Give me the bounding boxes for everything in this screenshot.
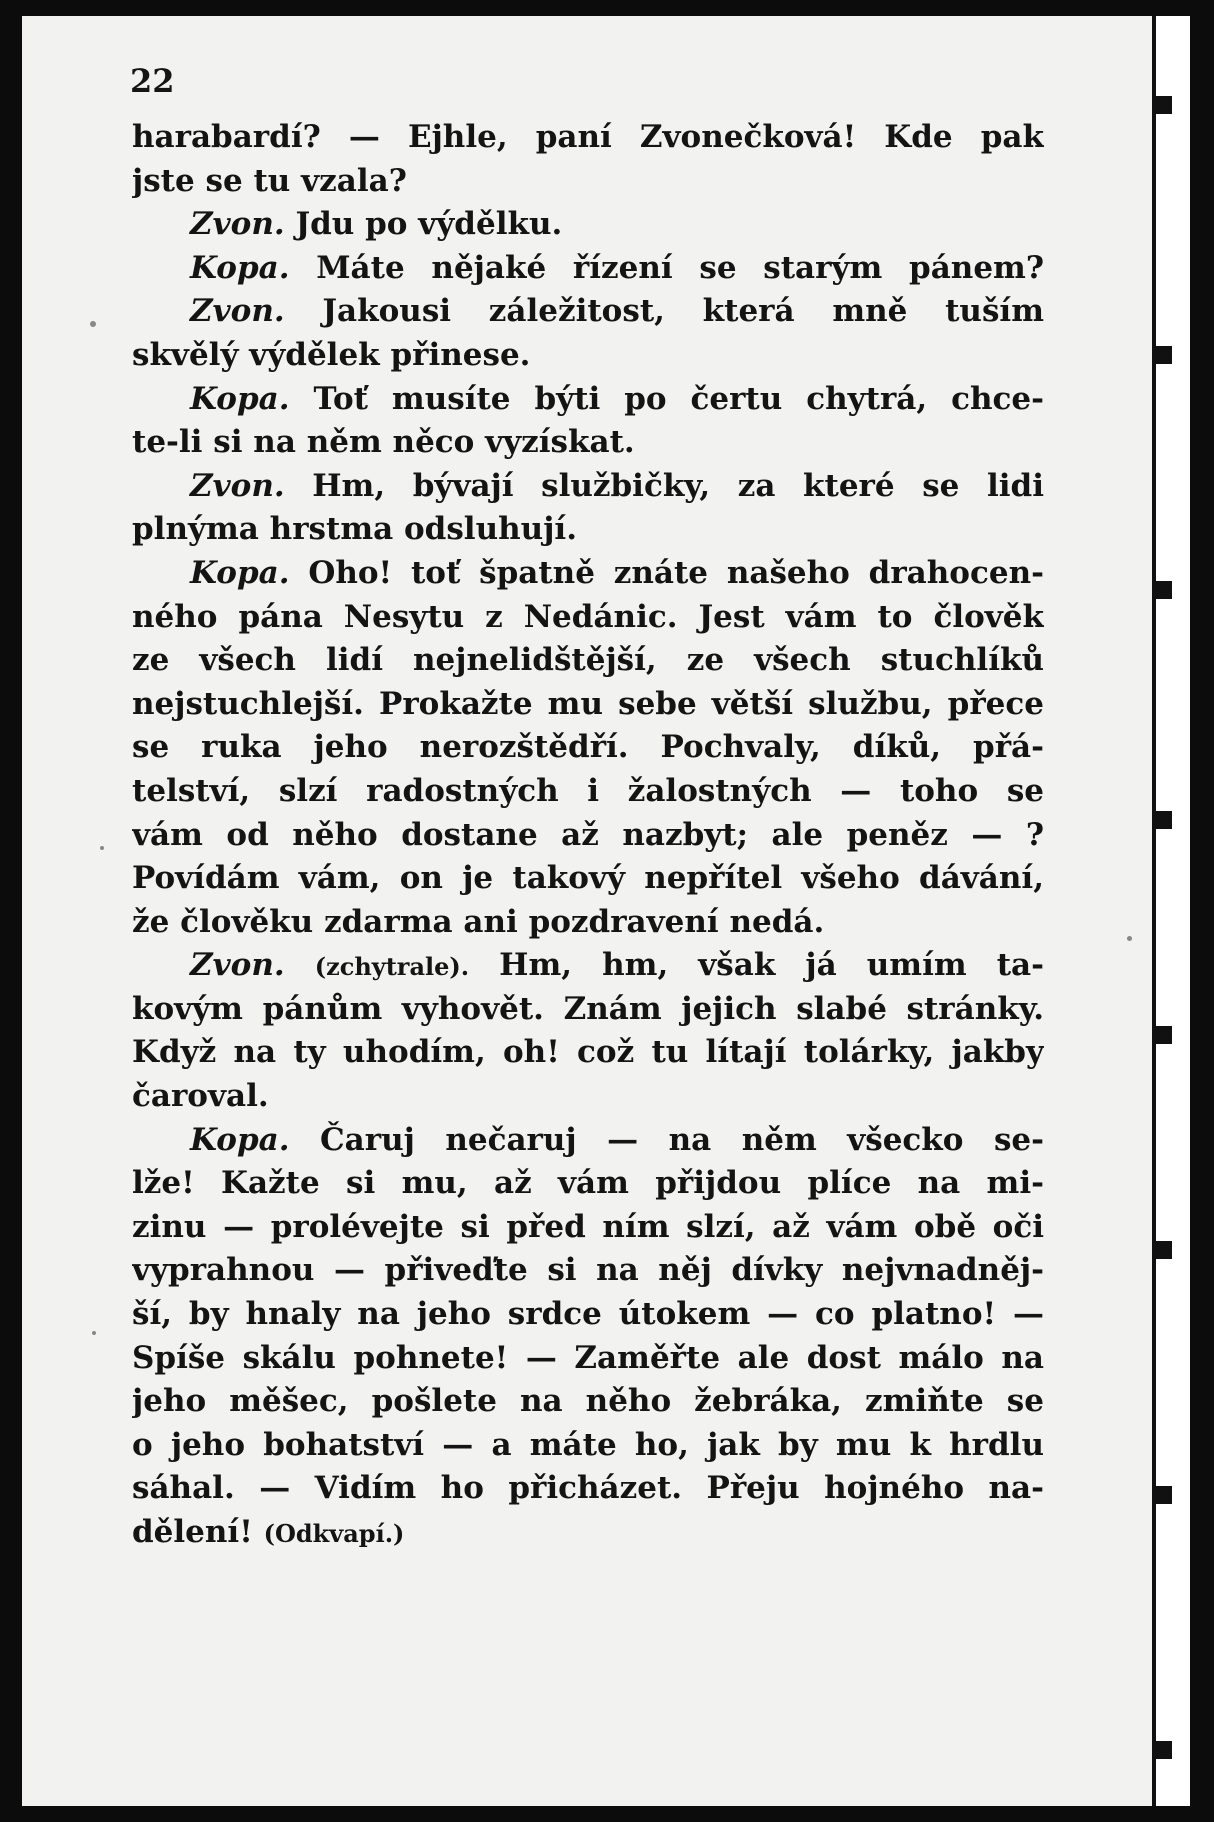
text-line (132, 1337, 1044, 1381)
text-line (132, 596, 1044, 640)
text-line (132, 857, 1044, 901)
line-text: ší, by hnaly na jeho srdce útokem — co platno! — (132, 1296, 1044, 1333)
line-text: vám od něho dostane až nazbyt; ale peněz — ? (132, 816, 1044, 853)
line-text: kovým pánům vyhovět. Znám jejich slabé stránky. (132, 990, 1044, 1027)
binding-mark (1156, 1741, 1172, 1759)
speaker-name: Zvon. (190, 206, 285, 243)
text-line (132, 1031, 1044, 1075)
line-text: o jeho bohatství — a máte ho, jak by mu k hrdlu (132, 1426, 1044, 1463)
speaker-name: Zvon. (190, 947, 285, 984)
paper-speck (92, 1331, 96, 1335)
line-text: skvělý výdělek přinese. (132, 336, 531, 373)
text-line (132, 116, 1044, 160)
line-text: telství, slzí radostných i žalostných — toho se (132, 772, 1044, 809)
text-line (132, 1380, 1044, 1424)
line-text: Když na ty uhodím, oh! což tu lítají tolárky, jakby (132, 1034, 1044, 1071)
page-edge-strip (1152, 16, 1190, 1806)
page-number: 22 (130, 62, 175, 100)
text-line (132, 1424, 1044, 1468)
line-text: harabardí? — Ejhle, paní Zvonečková! Kde pak (132, 119, 1044, 155)
binding-mark (1156, 581, 1172, 599)
line-text: jste se tu vzala? (132, 162, 407, 199)
text-line (132, 683, 1044, 727)
binding-mark (1156, 1241, 1172, 1259)
speaker-name: Kopa. (190, 1121, 290, 1158)
text-line (132, 421, 1044, 465)
line-text: ného pána Nesytu z Nedánic. Jest vám to člověk (132, 598, 1044, 635)
text-line (132, 378, 1044, 422)
line-text: Hm, bývají službičky, za které se lidi (312, 467, 1044, 504)
binding-mark (1156, 96, 1172, 114)
line-text: ze všech lidí nejnelidštější, ze všech stuchlíků (132, 642, 1044, 679)
line-text: te-li si na něm něco vyzískat. (132, 424, 635, 461)
speaker-name: Zvon. (190, 293, 285, 330)
line-text: vyprahnou — přiveďte si na něj dívky nejvnadněj- (132, 1252, 1044, 1289)
line-text: Jdu po výdělku. (295, 206, 563, 243)
line-text: Povídám vám, on je takový nepřítel všeho dávání, (132, 860, 1044, 897)
page-text (132, 116, 1044, 1555)
line-text: Oho! toť špatně znáte našeho drahocen- (308, 554, 1044, 591)
text-line (132, 1119, 1044, 1163)
line-text: se ruka jeho nerozštědří. Pochvaly, díků, přá- (132, 729, 1044, 766)
text-line (132, 770, 1044, 814)
line-text: zinu — prolévejte si před ním slzí, až vám obě oči (132, 1208, 1044, 1245)
stage-direction: (Odkvapí.) (263, 1519, 405, 1548)
binding-mark (1156, 811, 1172, 829)
text-line (132, 508, 1044, 552)
line-text: dělení! (132, 1514, 253, 1550)
speaker-name: Kopa. (190, 249, 290, 286)
text-line (132, 1293, 1044, 1337)
text-line (132, 160, 1044, 204)
text-line (132, 1162, 1044, 1206)
text-line (132, 465, 1044, 509)
text-line (132, 1206, 1044, 1250)
line-text: jeho měšec, pošlete na něho žebráka, zmiňte se (132, 1383, 1044, 1420)
text-line (132, 944, 1044, 988)
text-line (132, 1511, 1044, 1555)
line-text: čaroval. (132, 1078, 269, 1115)
text-line (132, 901, 1044, 945)
line-text: že člověku zdarma ani pozdravení nedá. (132, 903, 825, 940)
text-line (132, 203, 1044, 247)
line-text: Čaruj nečaruj — na něm všecko se- (319, 1121, 1044, 1158)
text-line (132, 814, 1044, 858)
paper-speck (1127, 936, 1132, 941)
line-text: plnýma hrstma odsluhují. (132, 511, 577, 548)
paper-speck (90, 321, 96, 327)
text-line (132, 247, 1044, 291)
speaker-name: Kopa. (190, 554, 290, 591)
text-line (132, 1249, 1044, 1293)
binding-mark (1156, 346, 1172, 364)
line-text: Máte nějaké řízení se starým pánem? (316, 249, 1044, 286)
line-text: Spíše skálu pohnete! — Zaměřte ale dost málo na (132, 1339, 1044, 1376)
text-line (132, 1075, 1044, 1119)
text-line (132, 334, 1044, 378)
text-line (132, 726, 1044, 770)
stage-direction: (zchytrale). (314, 952, 470, 982)
paper-speck (100, 846, 104, 850)
line-text: lže! Kažte si mu, až vám přijdou plíce na mi- (132, 1165, 1044, 1202)
line-text: Hm, hm, však já umím ta- (499, 947, 1044, 984)
text-line (132, 552, 1044, 596)
line-text: sáhal. — Vidím ho přicházet. Přeju hojného na- (132, 1470, 1044, 1507)
line-text: Jakousi záležitost, která mně tuším (322, 293, 1044, 330)
line-text: nejstuchlejší. Prokažte mu sebe větší službu, přece (132, 685, 1044, 722)
speaker-name: Zvon. (190, 467, 285, 504)
binding-mark (1156, 1486, 1172, 1504)
text-line (132, 290, 1044, 334)
text-line (132, 988, 1044, 1032)
binding-mark (1156, 1026, 1172, 1044)
line-text: Toť musíte býti po čertu chytrá, chce- (313, 380, 1044, 417)
speaker-name: Kopa. (190, 380, 290, 417)
text-line (132, 1467, 1044, 1511)
text-line (132, 639, 1044, 683)
